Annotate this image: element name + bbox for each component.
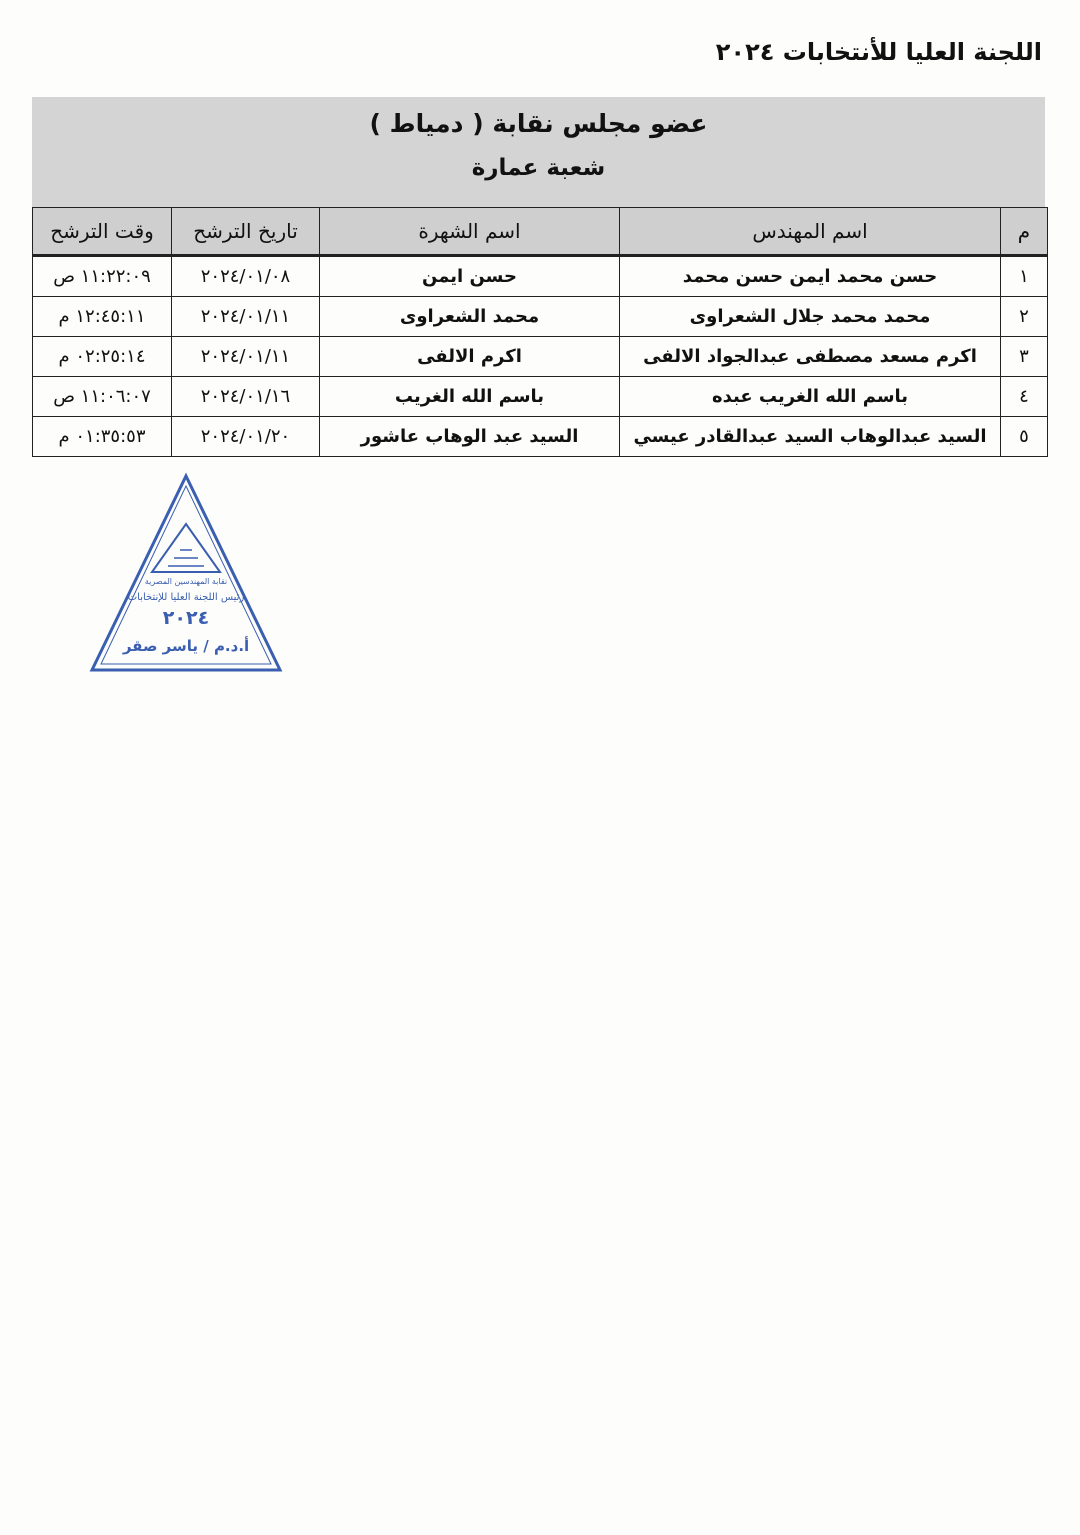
cell-time: ١١:٢٢:٠٩ ص — [33, 256, 172, 297]
table-header-row — [33, 208, 1048, 256]
cell-date: ٢٠٢٤/٠١/١١ — [172, 297, 320, 337]
stamp-year: ٢٠٢٤ — [162, 607, 210, 629]
table-row — [33, 417, 1048, 457]
col-header-engineer-name: اسم المهندس — [620, 208, 1001, 256]
cell-date: ٢٠٢٤/٠١/٠٨ — [172, 256, 320, 297]
stamp-org: نقابة المهندسين المصرية — [144, 577, 228, 586]
cell-number: ٥ — [1001, 417, 1048, 457]
title-line-2: شعبة عمارة — [471, 155, 606, 181]
cell-number: ٤ — [1001, 377, 1048, 417]
syndicate-logo-icon — [152, 524, 220, 572]
cell-popular-name: اكرم الالفى — [320, 337, 620, 377]
col-header-time: وقت الترشح — [33, 208, 172, 256]
cell-date: ٢٠٢٤/٠١/٢٠ — [172, 417, 320, 457]
cell-time: ١٢:٤٥:١١ م — [33, 297, 172, 337]
cell-engineer-name: اكرم مسعد مصطفى عبدالجواد الالفى — [620, 337, 1001, 377]
candidates-table — [32, 207, 1048, 457]
cell-time: ٠٢:٢٥:١٤ م — [33, 337, 172, 377]
table-row — [33, 297, 1048, 337]
col-header-popular-name: اسم الشهرة — [320, 208, 620, 256]
cell-time: ١١:٠٦:٠٧ ص — [33, 377, 172, 417]
table-row — [33, 256, 1048, 297]
title-line-1: عضو مجلس نقابة ( دمياط ) — [369, 109, 708, 138]
cell-popular-name: محمد الشعراوى — [320, 297, 620, 337]
stamp-triangle-icon — [88, 472, 284, 674]
cell-number: ١ — [1001, 256, 1048, 297]
col-header-date: تاريخ الترشح — [172, 208, 320, 256]
cell-time: ٠١:٣٥:٥٣ م — [33, 417, 172, 457]
stamp-role: رئيس اللجنة العليا للإنتخابات — [127, 592, 245, 603]
cell-engineer-name: باسم الله الغريب عبده — [620, 377, 1001, 417]
page-header: اللجنة العليا للأنتخابات ٢٠٢٤ — [715, 38, 1042, 66]
col-header-number: م — [1001, 208, 1048, 256]
title-block — [32, 97, 1045, 207]
cell-engineer-name: السيد عبدالوهاب السيد عبدالقادر عيسي — [620, 417, 1001, 457]
cell-engineer-name: حسن محمد ايمن حسن محمد — [620, 256, 1001, 297]
cell-date: ٢٠٢٤/٠١/١٦ — [172, 377, 320, 417]
cell-popular-name: باسم الله الغريب — [320, 377, 620, 417]
cell-popular-name: السيد عبد الوهاب عاشور — [320, 417, 620, 457]
cell-number: ٣ — [1001, 337, 1048, 377]
cell-engineer-name: محمد محمد جلال الشعراوى — [620, 297, 1001, 337]
stamp-signer: أ.د.م / ياسر صقر — [122, 637, 250, 655]
cell-number: ٢ — [1001, 297, 1048, 337]
cell-popular-name: حسن ايمن — [320, 256, 620, 297]
table-row — [33, 377, 1048, 417]
official-stamp — [88, 472, 284, 674]
cell-date: ٢٠٢٤/٠١/١١ — [172, 337, 320, 377]
table-row — [33, 337, 1048, 377]
